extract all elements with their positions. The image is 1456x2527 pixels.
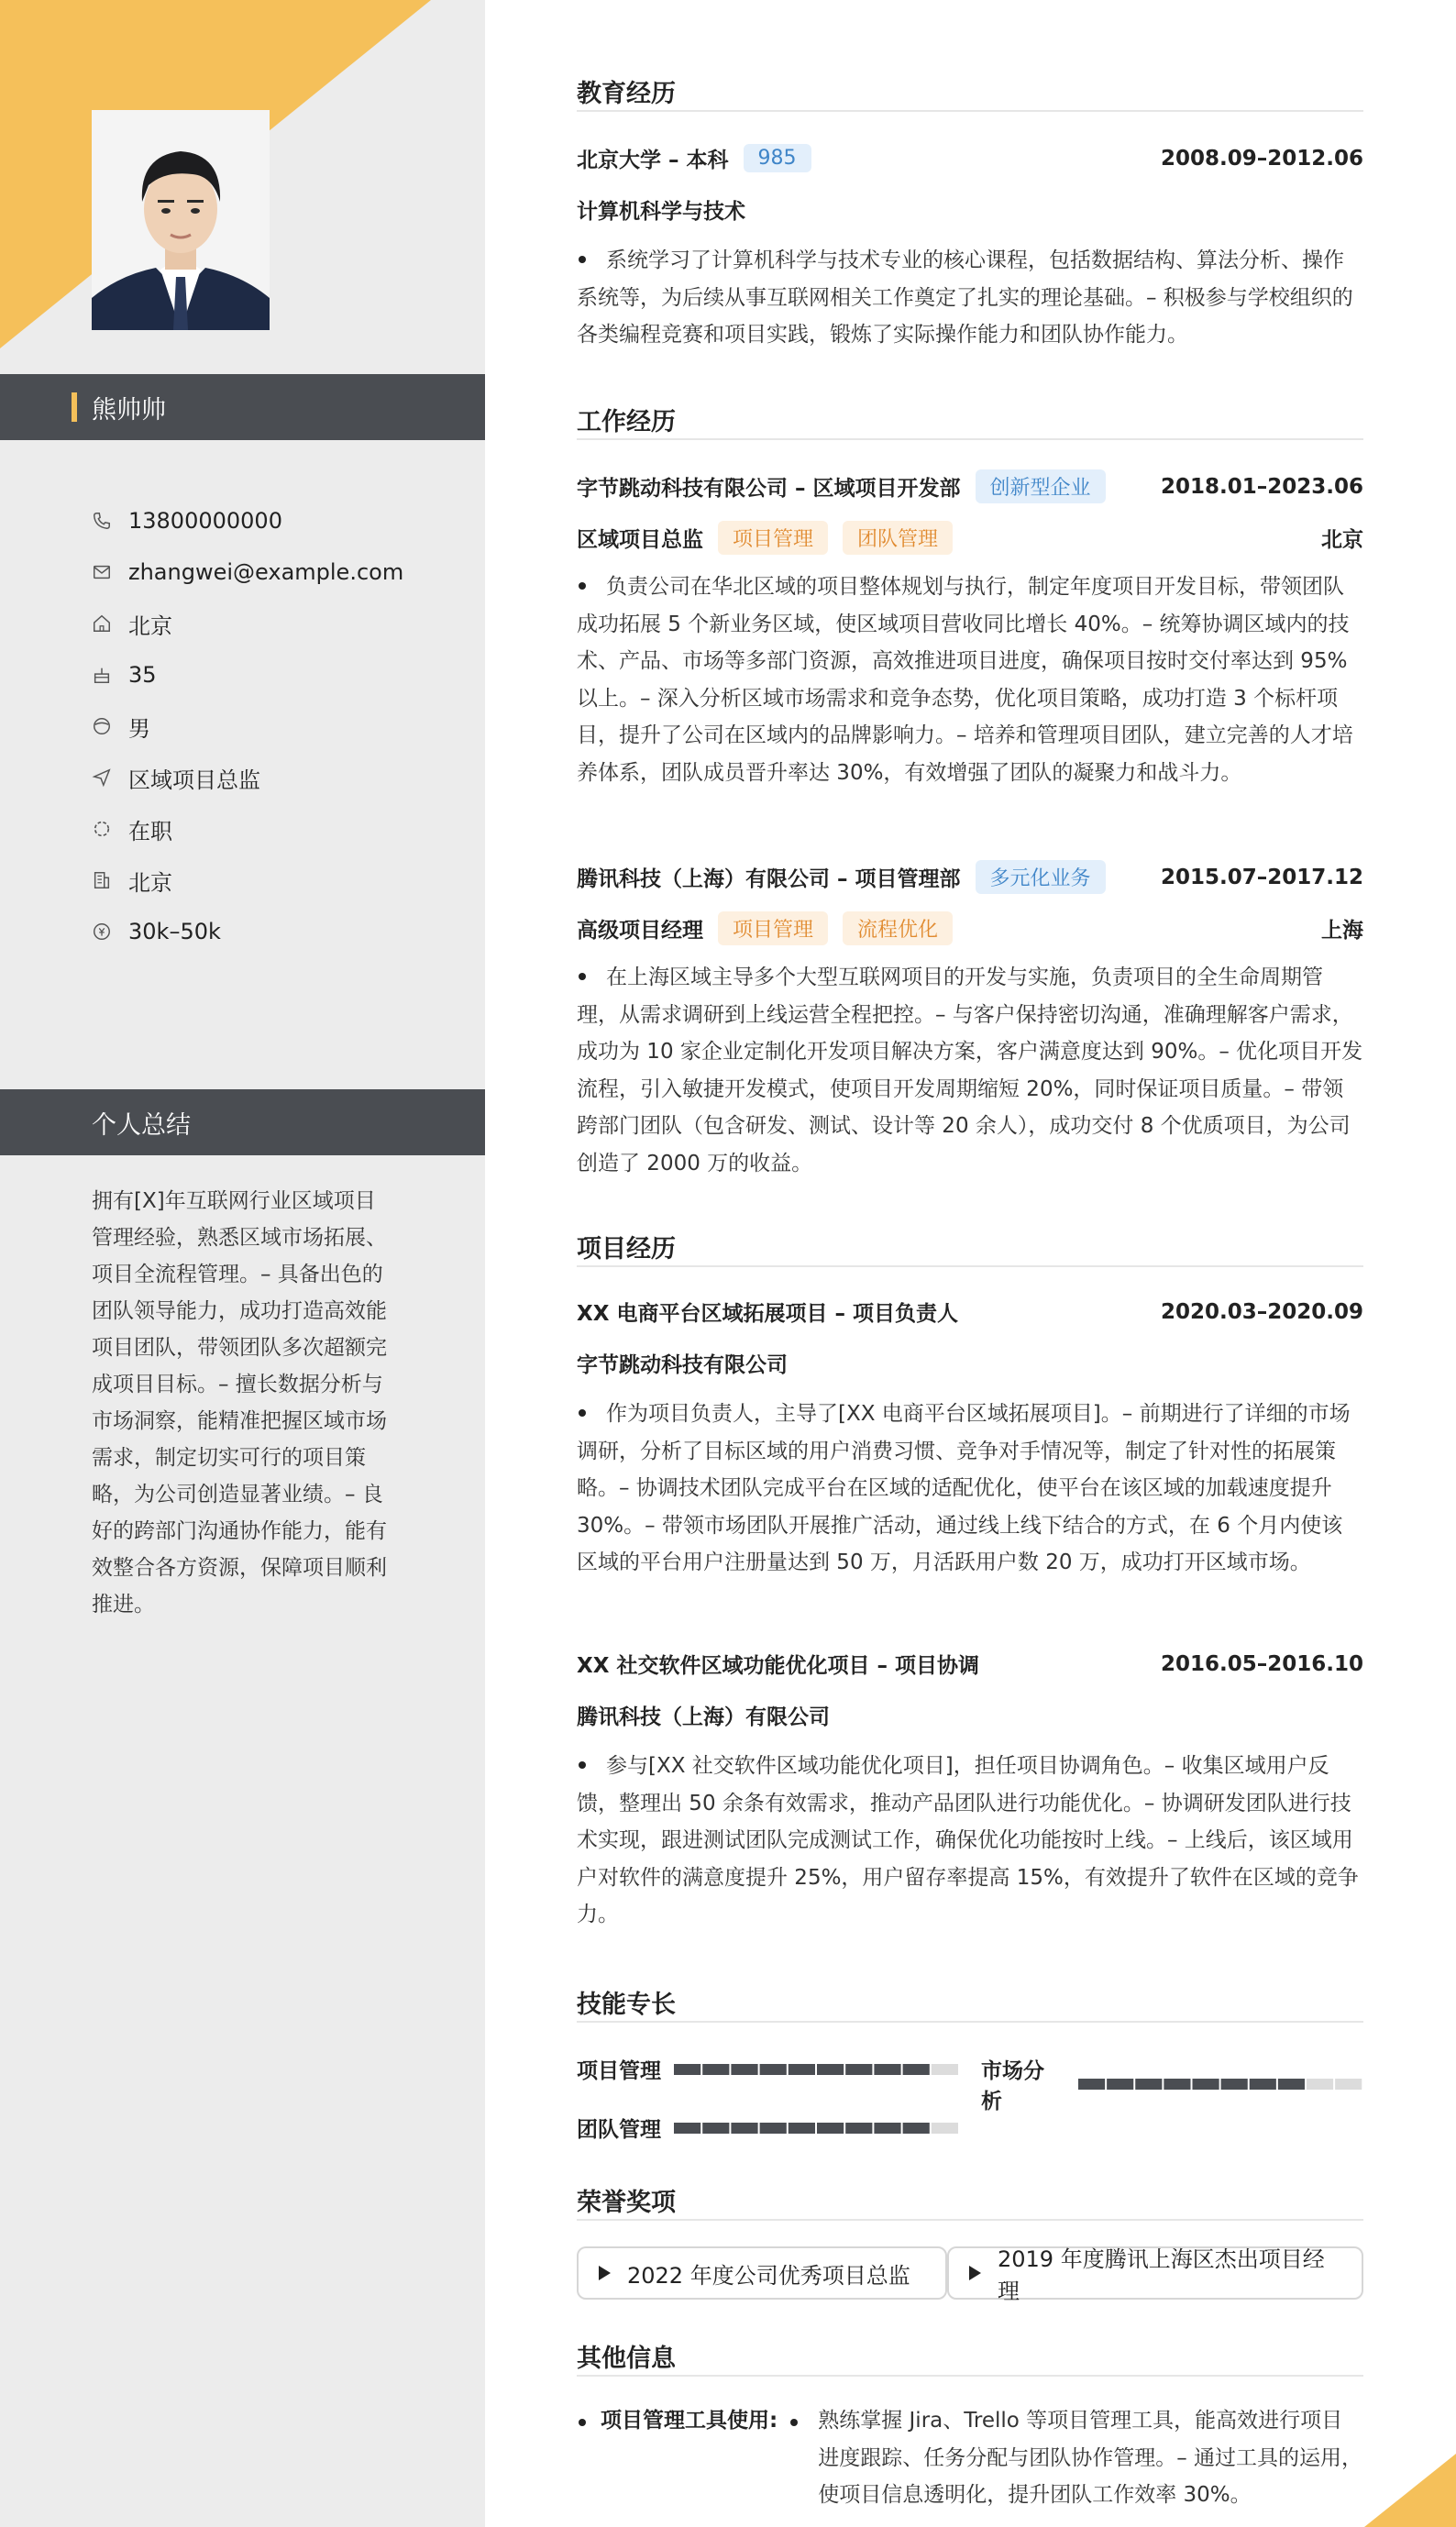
skill-bar-segment (1220, 2079, 1247, 2090)
skill-bar-segment (817, 2123, 844, 2134)
bullet (579, 973, 586, 980)
info-email (92, 546, 477, 598)
skill-level-bar (1078, 2079, 1363, 2090)
job-role: 高级项目经理 (577, 919, 703, 943)
projects-title: 项目经历 (577, 1235, 676, 1264)
job-company: 字节跳动科技有限公司 – 区域项目开发部 (577, 477, 961, 501)
job-role: 区域项目总监 (577, 528, 703, 552)
skill-bar-segment (845, 2123, 872, 2134)
skill-tag: 流程优化 (843, 911, 953, 945)
play-icon (599, 2266, 611, 2280)
info-salary (92, 906, 477, 957)
skill-tag: 团队管理 (843, 521, 953, 555)
education-major-row (577, 194, 1363, 225)
skill-bar-segment (1335, 2079, 1362, 2090)
play-icon (969, 2266, 981, 2280)
company-tag: 创新型企业 (976, 469, 1106, 503)
skill-bar-segment (789, 2123, 815, 2134)
skill-item (577, 2054, 960, 2084)
skill-bar-segment (760, 2123, 787, 2134)
skill-item (577, 2113, 960, 2143)
job-role-row (577, 911, 1363, 945)
info-text: 在职 (128, 818, 172, 844)
name-header (0, 374, 485, 440)
info-text: 区域项目总监 (128, 767, 260, 793)
info-text: 13800000000 (128, 508, 282, 534)
job-period: 2018.01–2023.06 (1160, 474, 1363, 499)
award-text: 2022 年度公司优秀项目总监 (627, 2262, 910, 2289)
project-company: 字节跳动科技有限公司 (577, 1353, 788, 1377)
summary-title: 个人总结 (92, 1110, 191, 1140)
project-company: 腾讯科技（上海）有限公司 (577, 1705, 830, 1729)
job-city: 北京 (1321, 528, 1363, 552)
school-tag: 985 (744, 144, 811, 172)
info-city (92, 855, 477, 906)
sidebar (0, 0, 485, 2527)
phone-icon (92, 511, 112, 531)
other-title: 其他信息 (577, 2345, 676, 2373)
summary-header (0, 1089, 485, 1155)
status-icon (92, 819, 112, 839)
skill-level-bar (674, 2064, 960, 2075)
project-desc: 参与[XX 社交软件区域功能优化项目]，担任项目协调角色。– 收集区域用户反馈，整理出 50 余条有效需求，推动产品团队进行功能优化。– 协调研发团队进行技术实现，跟进测试团队完成测试工作，确保优化功能按时上线。– 上线后，该区域用户对软件的满意度提升 25%，用户留存率提高 15%，有效提升了软件在区域的竞争力。 (577, 1754, 1359, 1926)
skill-item (981, 2054, 1363, 2114)
other-label: 项目管理工具使用: (601, 2409, 778, 2433)
skill-bar-segment (674, 2064, 700, 2075)
section-divider (577, 2021, 1363, 2023)
bullet (579, 256, 586, 263)
skill-bar-segment (1192, 2079, 1219, 2090)
skill-name: 团队管理 (577, 2118, 661, 2142)
job-city: 上海 (1321, 919, 1363, 943)
skill-bar-segment (731, 2123, 757, 2134)
project-company-row (577, 1700, 1363, 1730)
info-gender (92, 701, 477, 752)
skill-tag: 项目管理 (718, 911, 828, 945)
info-text: zhangwei@example.com (128, 559, 404, 585)
project-period: 2016.05–2016.10 (1160, 1651, 1363, 1676)
name-accent-bar (72, 392, 77, 422)
company-tag: 多元化业务 (976, 860, 1106, 894)
bullet (579, 1761, 586, 1769)
contact-info-list (92, 495, 477, 957)
skill-bar-segment (1278, 2079, 1305, 2090)
salary-icon (92, 921, 112, 942)
bullet (579, 1409, 586, 1417)
education-period: 2008.09–2012.06 (1160, 146, 1363, 171)
skill-bar-segment (1107, 2079, 1133, 2090)
award-text: 2019 年度腾讯上海区杰出项目经理 (998, 2246, 1325, 2304)
skill-bar-segment (1307, 2079, 1333, 2090)
candidate-name: 熊帅帅 (92, 395, 166, 425)
school-name: 北京大学 – 本科 (577, 149, 729, 172)
honors-title: 荣誉奖项 (577, 2189, 676, 2217)
skill-bar-segment (932, 2064, 958, 2075)
other-text: 熟练掌握 Jira、Trello 等项目管理工具，能高效进行项目进度跟踪、任务分配与团队协作管理。– 通过工具的运用，使项目信息透明化，提升团队工作效率 30%。 (818, 2409, 1363, 2507)
bullet (579, 2419, 586, 2426)
award-item (577, 2246, 947, 2300)
summary-text: 拥有[X]年互联网行业区域项目管理经验，熟悉区域市场拓展、项目全流程管理。– 具备出色的团队领导能力，成功打造高效能项目团队，带领团队多次超额完成项目目标。– 擅长数据分析与市场洞察，能精准把握区域市场需求，制定切实可行的项目策略，为公司创造显著业绩。– 良好的跨部门沟通协作能力，能有效整合各方资源，保障项目顺利推进。 (92, 1189, 387, 1617)
education-title: 教育经历 (577, 80, 676, 108)
project-header (577, 1297, 1363, 1327)
education-desc: 系统学习了计算机科学与技术专业的核心课程，包括数据结构、算法分析、操作系统等，为后续从事互联网相关工作奠定了扎实的理论基础。– 积极参与学校组织的各类编程竞赛和项目实践，锻炼了实际操作能力和团队协作能力。 (577, 248, 1353, 347)
job-desc: 在上海区域主导多个大型互联网项目的开发与实施，负责项目的全生命周期管理，从需求调研到上线运营全程把控。– 与客户保持密切沟通，准确理解客户需求，成功为 10 家企业定制化开发项目解决方案，客户满意度达到 90%。– 优化项目开发流程，引入敏捷开发模式，使项目开发周期缩短 20%，同时保证项目质量。– 带领跨部门团队（包含研发、测试、设计等 20 余人），成功交付 8 个优质项目，为公司创造了 2000 万的收益。 (577, 966, 1363, 1175)
job-role-row (577, 521, 1363, 555)
skill-bar-segment (702, 2123, 729, 2134)
skill-bar-segment (932, 2123, 958, 2134)
skill-bar-segment (1135, 2079, 1162, 2090)
send-icon (92, 767, 112, 788)
info-text: 男 (128, 715, 150, 742)
project-header (577, 1649, 1363, 1679)
skill-bar-segment (674, 2123, 700, 2134)
skills-title: 技能专长 (577, 1991, 676, 2019)
info-position (92, 752, 477, 803)
skill-bar-segment (760, 2064, 787, 2075)
avatar (92, 110, 270, 330)
home-icon (92, 613, 112, 634)
skill-bar-segment (874, 2064, 900, 2075)
skill-bar-segment (903, 2123, 930, 2134)
job-header (577, 860, 1363, 894)
job-desc: 负责公司在华北区域的项目整体规划与执行，制定年度项目开发目标，带领团队成功拓展 5 个新业务区域，使区域项目营收同比增长 40%。– 统筹协调区域内的技术、产品、市场等多部门资源，高效推进项目进度，确保项目按时交付率达到 95%以上。– 深入分析区域市场需求和竞争态势，优化项目策略，成功打造 3 个标杆项目，提升了公司在区域内的品牌影响力。– 培养和管理项目团队，建立完善的人才培养体系，团队成员晋升率达 30%，有效增强了团队的凝聚力和战斗力。 (577, 575, 1353, 785)
project-name: XX 电商平台区域拓展项目 – 项目负责人 (577, 1302, 958, 1326)
skill-bar-segment (903, 2064, 930, 2075)
project-company-row (577, 1348, 1363, 1378)
decorative-corner-shape (1364, 2454, 1456, 2527)
info-phone (92, 495, 477, 546)
award-item (947, 2246, 1363, 2304)
section-divider (577, 2375, 1363, 2377)
building-icon (92, 870, 112, 890)
other-info-item (577, 2402, 1363, 2514)
skill-bar-segment (702, 2064, 729, 2075)
skill-bar-segment (874, 2123, 900, 2134)
job-header (577, 469, 1363, 503)
skill-bar-segment (731, 2064, 757, 2075)
section-divider (577, 438, 1363, 440)
section-divider (577, 2219, 1363, 2221)
section-divider (577, 1265, 1363, 1267)
job-company: 腾讯科技（上海）有限公司 – 项目管理部 (577, 867, 961, 891)
skill-name: 市场分析 (981, 2059, 1044, 2113)
skill-bar-segment (845, 2064, 872, 2075)
cake-icon (92, 665, 112, 685)
info-text: 35 (128, 662, 157, 688)
mail-icon (92, 562, 112, 582)
skill-bar-segment (1164, 2079, 1190, 2090)
project-desc: 作为项目负责人，主导了[XX 电商平台区域拓展项目]。– 前期进行了详细的市场调研，分析了目标区域的用户消费习惯、竞争对手情况等，制定了针对性的拓展策略。– 协调技术团队完成平台在区域的适配优化，使平台在该区域的加载速度提升 30%。– 带领市场团队开展推广活动，通过线上线下结合的方式，在 6 个月内使该区域的平台用户注册量达到 50 万，月活跃用户数 20 万，成功打开区域市场。 (577, 1402, 1351, 1574)
section-divider (577, 110, 1363, 112)
skill-bar-segment (1078, 2079, 1105, 2090)
education-header (577, 143, 1363, 173)
info-age (92, 649, 477, 701)
info-status (92, 803, 477, 855)
info-text: 30k–50k (128, 919, 221, 944)
skill-name: 项目管理 (577, 2059, 661, 2083)
gender-icon (92, 716, 112, 736)
work-title: 工作经历 (577, 408, 676, 436)
info-location (92, 598, 477, 649)
major: 计算机科学与技术 (577, 200, 745, 224)
skill-bar-segment (1250, 2079, 1276, 2090)
bullet (790, 2419, 798, 2426)
bullet (579, 582, 586, 590)
skill-bar-segment (817, 2064, 844, 2075)
info-text: 北京 (128, 612, 172, 639)
skill-bar-segment (789, 2064, 815, 2075)
project-period: 2020.03–2020.09 (1160, 1299, 1363, 1324)
skill-tag: 项目管理 (718, 521, 828, 555)
skill-level-bar (674, 2123, 960, 2134)
job-period: 2015.07–2017.12 (1160, 865, 1363, 889)
project-name: XX 社交软件区域功能优化项目 – 项目协调 (577, 1654, 979, 1678)
info-text: 北京 (128, 869, 172, 896)
